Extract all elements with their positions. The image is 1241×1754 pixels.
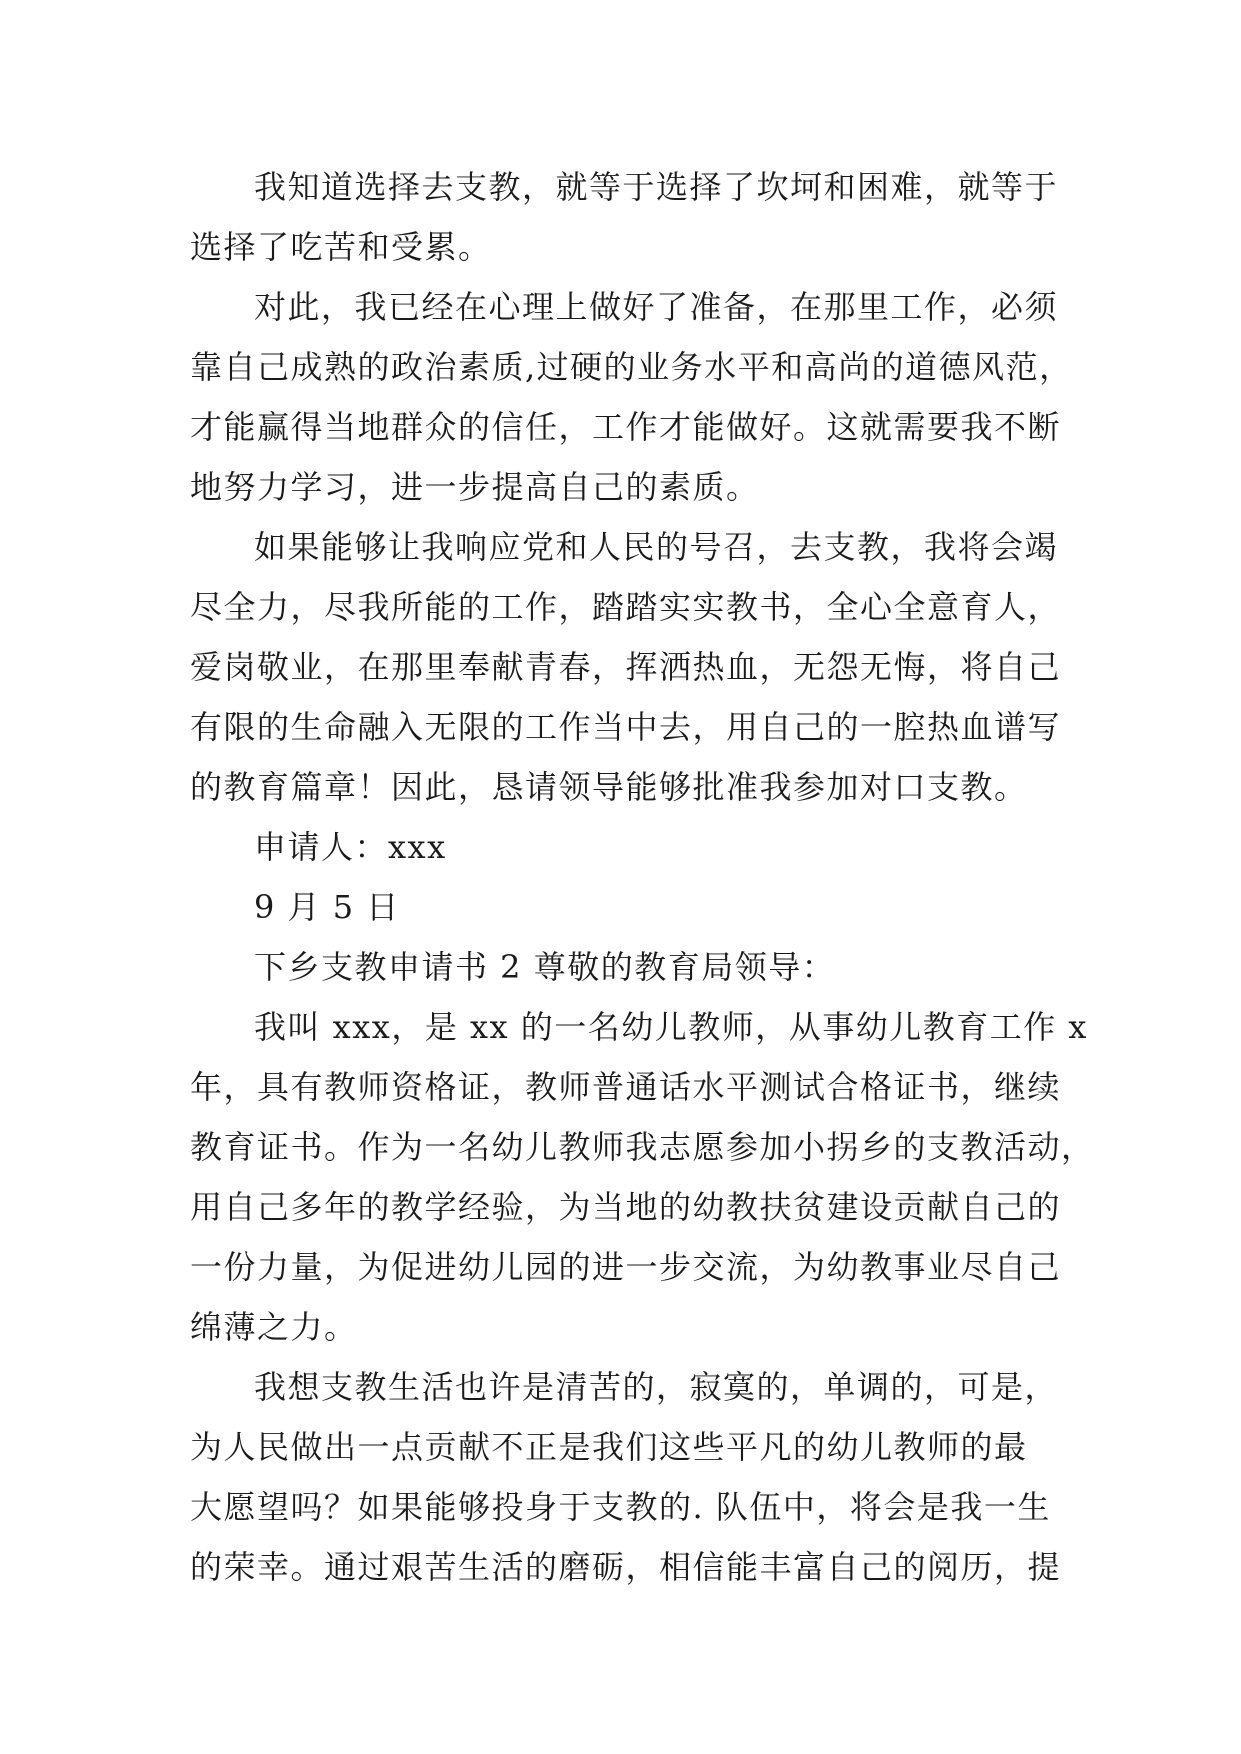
text-line: 绵薄之力。 <box>190 1308 358 1346</box>
text-line: 选择了吃苦和受累。 <box>190 228 492 266</box>
text-line: 我想支教生活也许是清苦的，寂寞的，单调的，可是， <box>254 1368 1059 1406</box>
text-line: 对此，我已经在心理上做好了准备，在那里工作，必须 <box>254 288 1059 326</box>
date-line: 9 月 5 日 <box>254 888 400 926</box>
text-line: 有限的生命融入无限的工作当中去，用自己的一腔热血谱写 <box>190 708 1062 746</box>
text-line: 为人民做出一点贡献不正是我们这些平凡的幼儿教师的最 <box>190 1428 1028 1466</box>
text-line: 才能赢得当地群众的信任，工作才能做好。这就需要我不断 <box>190 408 1062 446</box>
title-greeting-line: 下乡支教申请书 2 尊敬的教育局领导： <box>254 948 836 986</box>
text-line: 用自己多年的教学经验，为当地的幼教扶贫建设贡献自己的 <box>190 1188 1062 1226</box>
applicant-line: 申请人：xxx <box>254 828 447 866</box>
text-line: 一份力量，为促进幼儿园的进一步交流，为幼教事业尽自己 <box>190 1248 1062 1286</box>
text-line: 年，具有教师资格证，教师普通话水平测试合格证书，继续 <box>190 1068 1062 1106</box>
text-line: 靠自己成熟的政治素质,过硬的业务水平和高尚的道德风范， <box>190 348 1073 386</box>
text-line: 教育证书。作为一名幼儿教师我志愿参加小拐乡的支教活动， <box>190 1128 1095 1166</box>
text-line: 地努力学习，进一步提高自己的素质。 <box>190 468 760 506</box>
text-line: 尽全力，尽我所能的工作，踏踏实实教书，全心全意育人， <box>190 588 1062 626</box>
text-line: 我知道选择去支教，就等于选择了坎坷和困难，就等于 <box>254 168 1059 206</box>
text-line: 大愿望吗？如果能够投身于支教的. 队伍中，将会是我一生 <box>190 1488 1051 1526</box>
text-line: 的荣幸。通过艰苦生活的磨砺，相信能丰富自己的阅历，提 <box>190 1548 1062 1586</box>
text-line: 的教育篇章！因此，恳请领导能够批准我参加对口支教。 <box>190 768 1028 806</box>
text-line: 爱岗敬业，在那里奉献青春，挥洒热血，无怨无悔，将自己 <box>190 648 1062 686</box>
text-line: 我叫 xxx，是 xx 的一名幼儿教师，从事幼儿教育工作 x <box>254 1008 1088 1046</box>
text-line: 如果能够让我响应党和人民的号召，去支教，我将会竭 <box>254 528 1059 566</box>
